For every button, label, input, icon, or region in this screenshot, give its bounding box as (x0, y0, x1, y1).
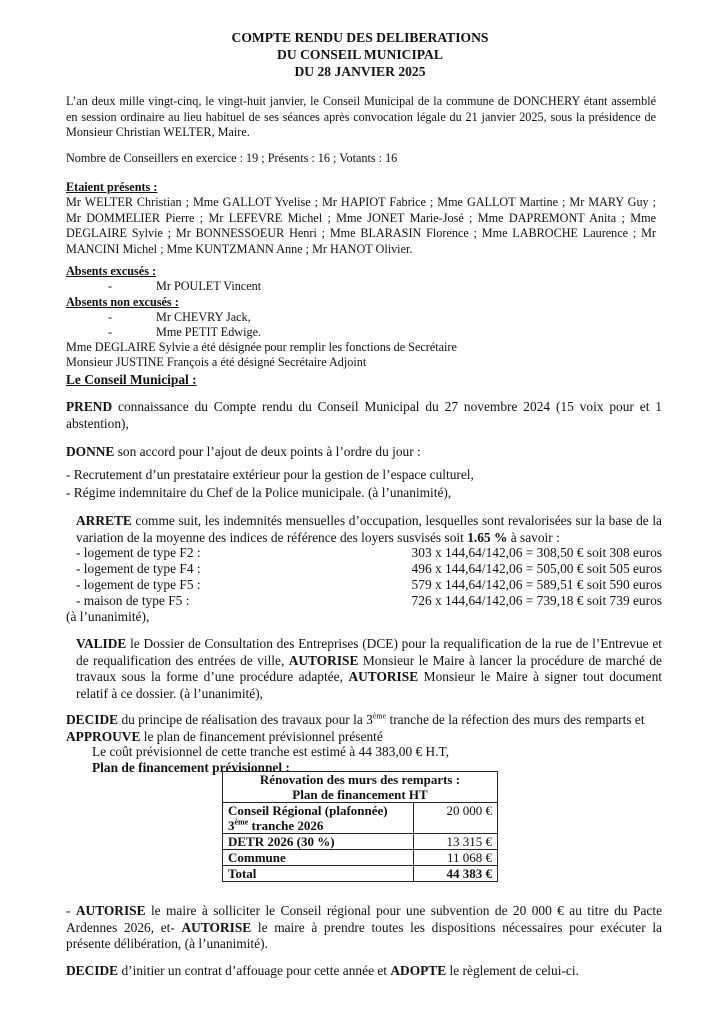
table-cell-label: Conseil Régional (plafonnée) 3ème tranche 2026 (223, 803, 414, 834)
title-line-2: DU CONSEIL MUNICIPAL (277, 47, 443, 62)
logement-label: - maison de type F5 : (76, 593, 190, 608)
logement-calc: 726 x 144,64/142,06 = 739,18 € soit 739 euros (411, 593, 662, 608)
table-row (223, 866, 498, 882)
autorise-paragraph: - AUTORISE le maire à solliciter le Conseil régional pour une subvention de 20 000 € au titre du Pacte Ardennes 2026, et- AUTORISE le maire à prendre toutes les dispositions nécessaires pour exécuter la présente délibération, (à l’unanimité). (66, 903, 663, 951)
logement-label: - logement de type F2 : (76, 545, 201, 560)
table-cell-value: 11 068 € (413, 850, 497, 866)
table-cell-value: 44 383 € (413, 866, 497, 882)
decide-paragraph: DECIDE du principe de réalisation des travaux pour la 3ème tranche de la réfection des murs des remparts et APPROUVE le plan de financement prévisionnel présenté (66, 711, 645, 744)
presents-list: Mr WELTER Christian ; Mme GALLOT Yvelise ; Mr HAPIOT Fabrice ; Mme GALLOT Martine ; Mr MARY Guy ; Mr DOMMELIER Pierre ; Mr LEFEVRE Michel ; Mme JONET Marie-José ; Mme DAPREMONT Anita ; Mme DEGLAIRE Sylvie ; Mr BONNESSOEUR Henri ; Mme BLARASIN Florence ; Mme LABROCHE Laurence ; Mr MANCINI Michel ; Mme KUNTZMANN Anne ; Mr HANOT Olivier. (66, 195, 656, 256)
financing-table (222, 771, 498, 882)
table-row (223, 834, 498, 850)
logement-calc: 496 x 144,64/142,06 = 505,00 € soit 505 euros (411, 561, 662, 576)
donne-item: - Régime indemnitaire du Chef de la Police municipale. (à l’unanimité), (66, 485, 452, 500)
absent-non-excuse-item: - Mr CHEVRY Jack, (108, 310, 251, 324)
table-row (223, 803, 498, 834)
table-title: Rénovation des murs des remparts : Plan de financement HT (223, 772, 498, 803)
logement-label: - logement de type F4 : (76, 561, 201, 576)
table-header-row (223, 772, 498, 803)
decide-affouage-paragraph: DECIDE d’initier un contrat d’affouage pour cette année et ADOPTE le règlement de celui-ci. (66, 963, 579, 978)
presents-heading: Etaient présents : (66, 180, 158, 194)
table-row (223, 850, 498, 866)
absent-excuse-item: - Mr POULET Vincent (108, 279, 262, 293)
logement-calc: 579 x 144,64/142,06 = 589,51 € soit 590 euros (411, 577, 662, 592)
cout-line: Le coût prévisionnel de cette tranche est estimé à 44 383,00 € H.T, (92, 744, 450, 759)
counts-line: Nombre de Conseillers en exercice : 19 ; Présents : 16 ; Votants : 16 (66, 151, 398, 165)
title-line-1: COMPTE RENDU DES DELIBERATIONS (231, 30, 489, 45)
arrete-paragraph: ARRETE comme suit, les indemnités mensuelles d’occupation, lesquelles sont revalorisées sur la base de la variation de la moyenne des indices de référence des loyers susvisés soit 1.65 % à savoir : (76, 513, 662, 545)
absent-non-excuse-item: - Mme PETIT Edwige. (108, 325, 262, 339)
intro-paragraph: L’an deux mille vingt-cinq, le vingt-huit janvier, le Conseil Municipal de la commune de DONCHERY étant assemblé en session ordinaire au lieu habituel de ses séances après convocation légale du 21 janvier 2025, sous la présidence de Monsieur Christian WELTER, Maire. (66, 94, 656, 139)
donne-paragraph: DONNE son accord pour l’ajout de deux points à l’ordre du jour : (66, 444, 421, 459)
table-cell-label: Total (223, 866, 414, 882)
absents-excuses-heading: Absents excusés : (66, 264, 157, 278)
secretaire-line: Mme DEGLAIRE Sylvie a été désignée pour remplir les fonctions de Secrétaire (66, 340, 457, 354)
secretaire-adjoint-line: Monsieur JUSTINE François a été désigné Secrétaire Adjoint (66, 355, 367, 369)
absents-non-excuses-heading: Absents non excusés : (66, 295, 179, 309)
arrete-vote: (à l’unanimité), (66, 609, 150, 624)
table-cell-value: 20 000 € (413, 803, 497, 834)
table-cell-value: 13 315 € (413, 834, 497, 850)
plan-heading: Plan de financement prévisionnel : (92, 760, 290, 775)
table-cell-label: DETR 2026 (30 %) (223, 834, 414, 850)
title-line-3: DU 28 JANVIER 2025 (294, 64, 426, 79)
valide-paragraph: VALIDE le Dossier de Consultation des Entreprises (DCE) pour la requalification de la rue de l’Entrevue et de requalification des entrées de ville, AUTORISE Monsieur le Maire à lancer la procédure de marché de travaux sous la forme d’une procédure adaptée, AUTORISE Monsieur le Maire à signer tout document relatif à ce dossier. (à l’unanimité), (76, 636, 662, 701)
table-cell-label: Commune (223, 850, 414, 866)
donne-item: - Recrutement d’un prestataire extérieur pour la gestion de l’espace culturel, (66, 467, 474, 482)
conseil-heading: Le Conseil Municipal : (66, 372, 197, 387)
logement-calc: 303 x 144,64/142,06 = 308,50 € soit 308 euros (411, 545, 662, 560)
logement-label: - logement de type F5 : (76, 577, 201, 592)
prend-paragraph: PREND connaissance du Compte rendu du Conseil Municipal du 27 novembre 2024 (15 voix pour et 1 abstention), (66, 399, 662, 431)
